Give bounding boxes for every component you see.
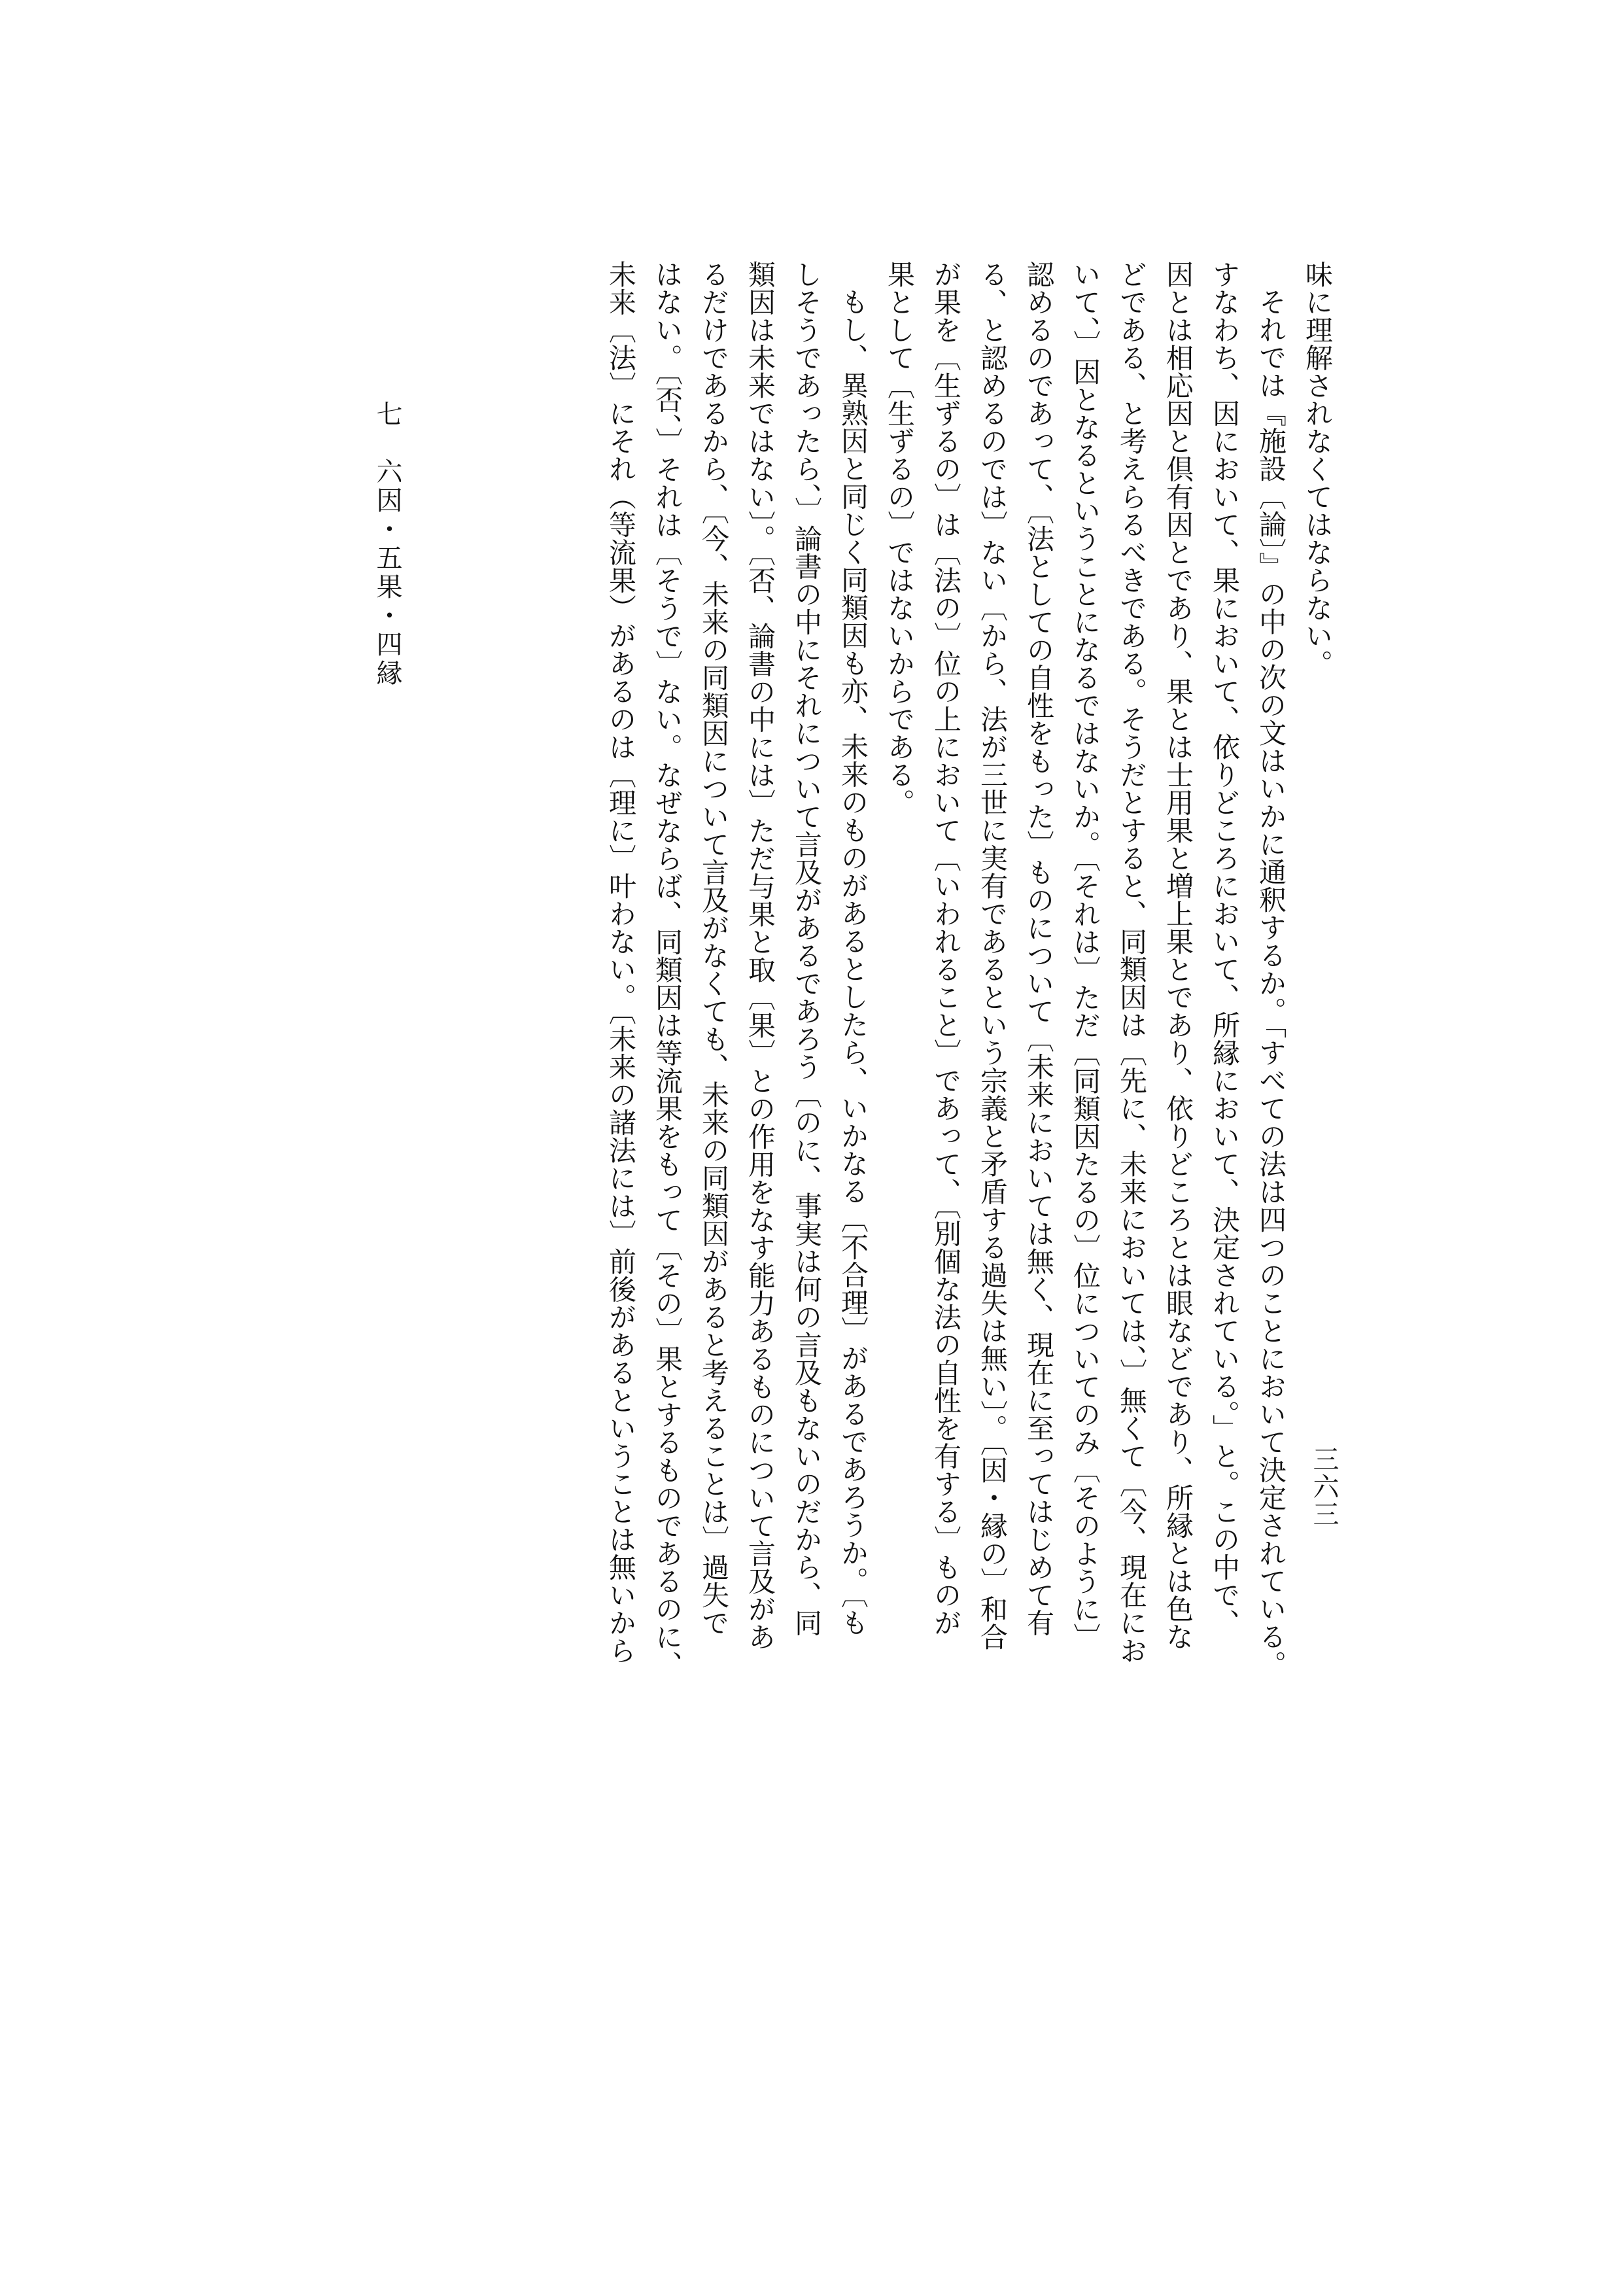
text-column: 認めるのであって、〔法としての自性をもった〕ものについて〔未来においては無く、現在に至ってはじめて有 (1023, 260, 1055, 1637)
text-column: 味に理解されなくてはならない。 (1302, 260, 1334, 678)
text-column: 類因は未来ではない〕。〔否、論書の中には〕ただ与果と取〔果〕との作用をなす能力あるものについて言及があ (744, 260, 776, 1651)
text-column: いて、〕因となるということになるではないか。〔それは〕ただ〔同類因たるの〕位についてのみ〔そのように〕 (1069, 260, 1101, 1651)
body-text (419, 260, 1341, 1922)
text-column: すなわち、因において、果において、依りどころにおいて、所縁において、決定されている。」と。この中で、 (1209, 260, 1241, 1637)
page-number: 三六三 (1309, 1446, 1339, 1528)
text-column: はない。〔否、〕それは〔そうで〕ない。なぜならば、同類因は等流果をもって〔その〕果とするものであるのに、 (651, 260, 683, 1679)
text-column: が果を〔生ずるの〕は〔法の〕位の上において〔いわれること〕であって、〔別個な法の自性を有する〕ものが (930, 260, 962, 1637)
text-column: 果として〔生ずるの〕ではないからである。 (884, 260, 916, 816)
text-column: 因とは相応因と倶有因とであり、果とは士用果と増上果とであり、依りどころとは眼などであり、所縁とは色な (1162, 260, 1194, 1650)
text-column: もし、異熟因と同じく同類因も亦、未来のものがあるとしたら、いかなる〔不合理〕があるであろうか。〔も (837, 288, 869, 1637)
text-column: しそうであったら、〕論書の中にそれについて言及があるであろう〔のに、事実は何の言及もないのだから、同 (791, 260, 823, 1637)
text-column: るだけであるから、〔今、未来の同類因について言及がなくても、未来の同類因があると考えることは〕過失で (698, 260, 730, 1637)
text-column: る、と認めるのでは〕ない〔から、法が三世に実有であるという宗義と矛盾する過失は無い〕。〔因・縁の〕和合 (976, 260, 1009, 1651)
text-column: 未来〔法〕にそれ（等流果）があるのは〔理に〕叶わない。〔未来の諸法には〕前後があるということは無いから (605, 260, 637, 1665)
text-column: それでは『施設〔論〕』の中の次の文はいかに通釈するか。「すべての法は四つのことにおいて決定されている。 (1255, 288, 1287, 1679)
text-column: どである、と考えらるべきである。そうだとすると、同類因は〔先に、未来においては、〕無くて〔今、現在にお (1116, 260, 1148, 1665)
running-header: 七 六因・五果・四縁 (372, 400, 402, 688)
